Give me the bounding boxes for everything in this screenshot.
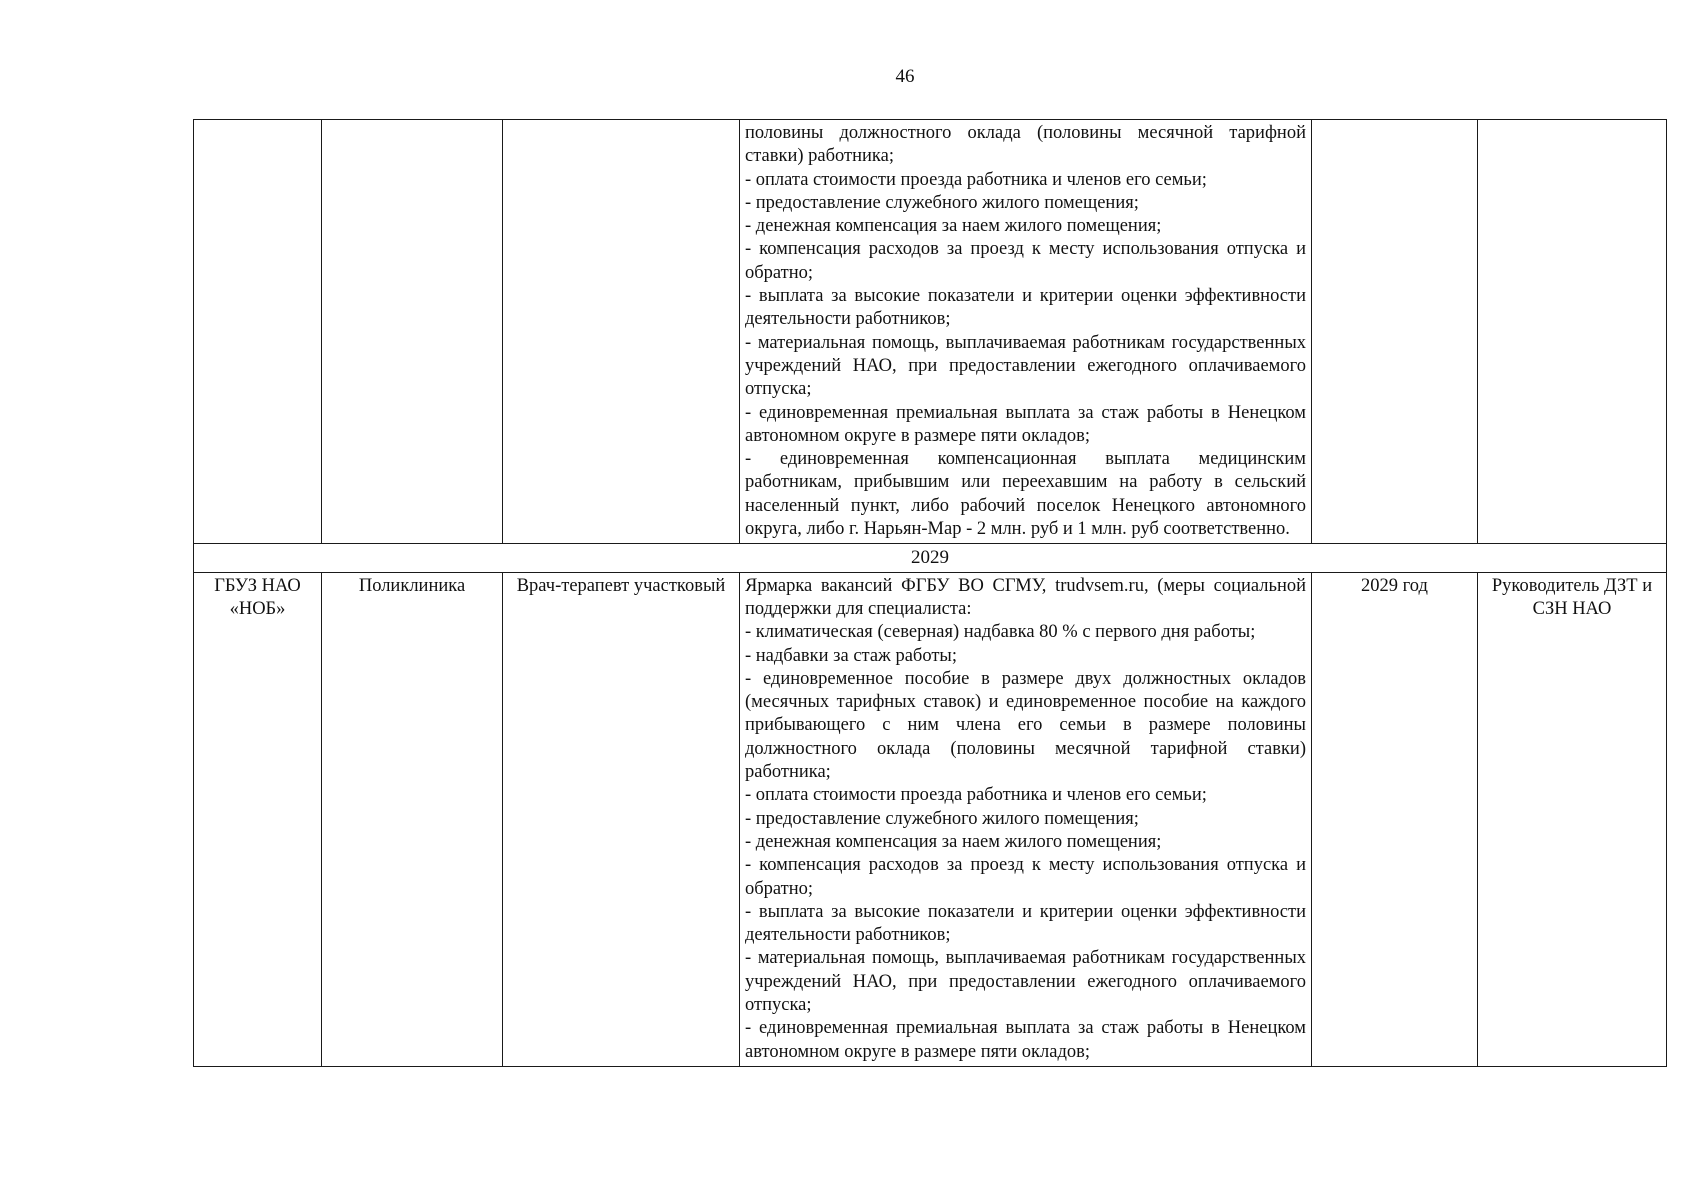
- measure-item: - климатическая (северная) надбавка 80 % с первого дня работы;: [745, 622, 1256, 643]
- year-header-row: [194, 544, 1667, 572]
- cell-institution: ГБУЗ НАО «НОБ»: [194, 572, 322, 1066]
- measure-item: - компенсация расходов за проезд к месту использования отпуска и обратно;: [745, 239, 1306, 283]
- cell-responsible: [1478, 120, 1667, 544]
- measure-item: - оплата стоимости проезда работника и членов его семьи;: [745, 169, 1207, 190]
- page-number: 46: [895, 66, 915, 87]
- cell-department: Поликлиника: [322, 572, 503, 1066]
- cell-deadline: 2029 год: [1312, 572, 1478, 1066]
- measure-item: - предоставление служебного жилого помещения;: [745, 808, 1139, 829]
- measure-item: - компенсация расходов за проезд к месту использования отпуска и обратно;: [745, 855, 1306, 899]
- cell-position: [503, 120, 740, 544]
- cell-responsible: Руководитель ДЗТ и СЗН НАО: [1478, 572, 1667, 1066]
- measure-item: - единовременная премиальная выплата за стаж работы в Ненецком автономном округе в размере пяти окладов;: [745, 402, 1306, 446]
- cell-position: Врач-терапевт участковый: [503, 572, 740, 1066]
- measure-item: - выплата за высокие показатели и критерии оценки эффективности деятельности работников;: [745, 901, 1306, 946]
- measures-table: [193, 119, 1667, 1067]
- measure-item: - материальная помощь, выплачиваемая работникам государственных учреждений НАО, при предоставлении ежегодного оплачиваемого отпуска;: [745, 948, 1306, 1015]
- measure-item: - денежная компенсация за наем жилого помещения;: [745, 831, 1162, 852]
- measure-item: - денежная компенсация за наем жилого помещения;: [745, 216, 1162, 237]
- measure-item: - единовременная премиальная выплата за стаж работы в Ненецком автономном округе в размере пяти окладов;: [745, 1018, 1306, 1062]
- year-header: 2029: [194, 544, 1667, 572]
- table-row: [194, 572, 1667, 1066]
- measure-item: - оплата стоимости проезда работника и членов его семьи;: [745, 785, 1207, 806]
- cell-measures-continuation: [740, 120, 1312, 544]
- measure-item: - выплата за высокие показатели и критерии оценки эффективности деятельности работников;: [745, 286, 1306, 330]
- measure-item: - единовременная компенсационная выплата медицинским работникам, прибывшим или переехавшим на работу в сельский населенный пункт, либо рабочий поселок Ненецкого автономного округа, либо г. Нарьян-Мар - 2 млн. руб и 1 млн. руб соответственно.: [745, 449, 1306, 540]
- cell-deadline: [1312, 120, 1478, 544]
- measure-item: половины должностного оклада (половины месячной тарифной ставки) работника;: [745, 123, 1306, 167]
- cell-department: [322, 120, 503, 544]
- measure-item: - предоставление служебного жилого помещения;: [745, 192, 1139, 213]
- measure-item: - материальная помощь, выплачиваемая работникам государственных учреждений НАО, при предоставлении ежегодного оплачиваемого отпуска;: [745, 332, 1306, 400]
- table-row-continuation: [194, 120, 1667, 544]
- measure-item: - надбавки за стаж работы;: [745, 645, 958, 666]
- cell-institution: [194, 120, 322, 544]
- cell-measures: [740, 572, 1312, 1066]
- measure-item: - единовременное пособие в размере двух должностных окладов (месячных тарифных ставок) и единовременное пособие на каждого прибывающего с ним члена его семьи в размере половины должностного оклада (половины месячной тарифной ставки) работника;: [745, 668, 1306, 783]
- measure-item: Ярмарка вакансий ФГБУ ВО СГМУ, trudvsem.ru, (меры социальной поддержки для специалиста:: [745, 575, 1306, 619]
